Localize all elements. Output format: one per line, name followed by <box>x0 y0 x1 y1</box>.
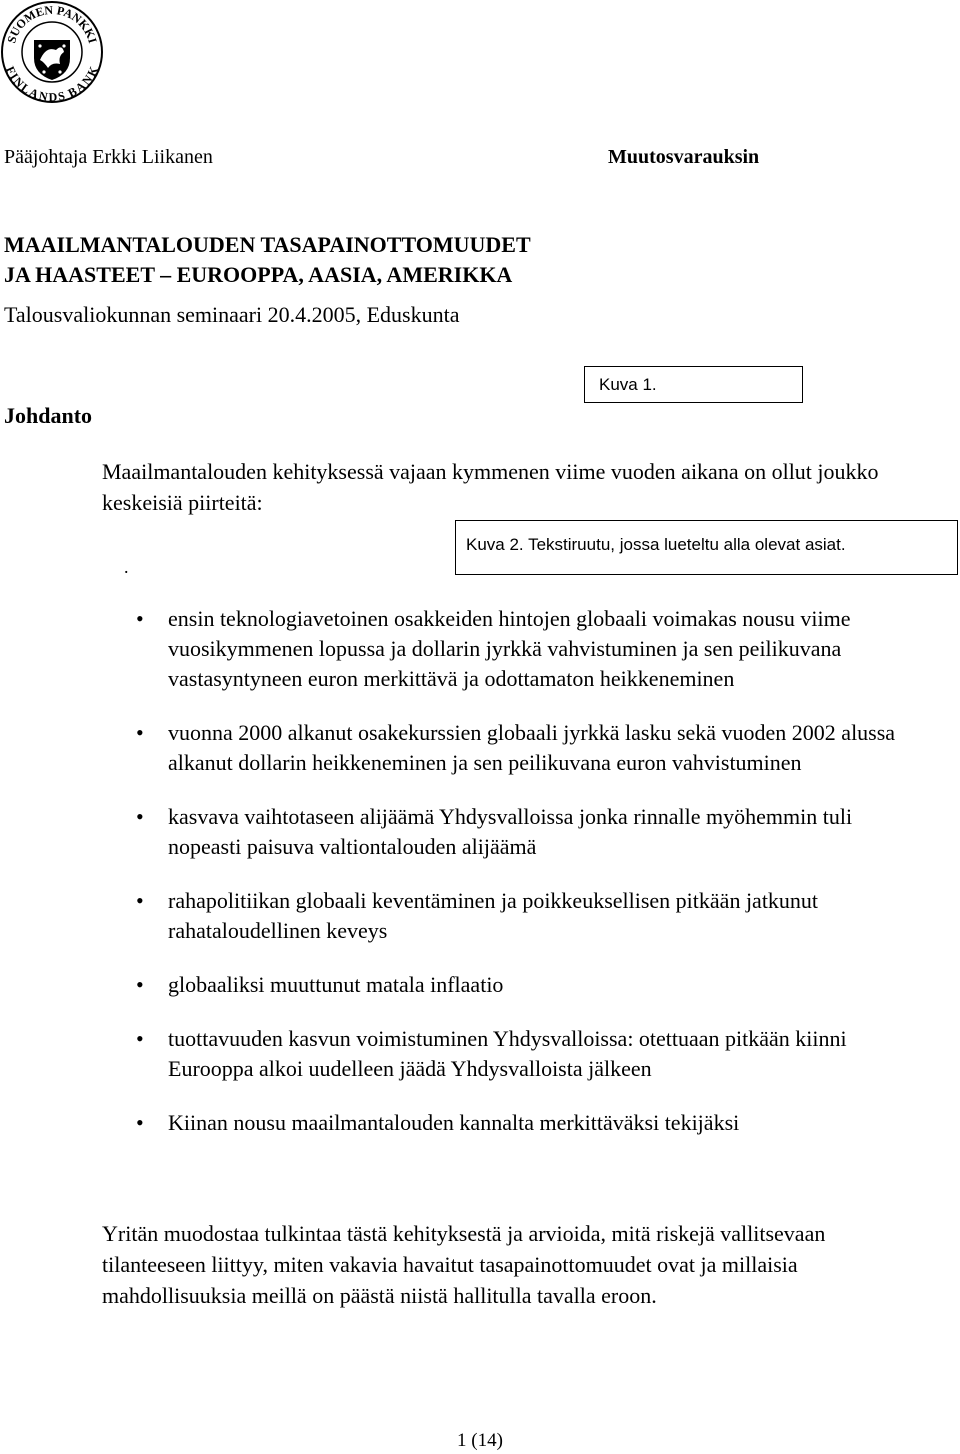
closing-paragraph: Yritän muodostaa tulkintaa tästä kehityksestä ja arvioida, mitä riskejä vallitsevaan tilanteeseen liittyy, miten vakavia havaitut tasapainottomuudet ovat ja millaisia mahdollisuuksia meillä on päästä niistä hallitulla tavalla eroon. <box>102 1221 826 1308</box>
bullet-icon: • <box>136 804 144 829</box>
list-item <box>0 604 928 694</box>
intro-paragraph: Maailmantalouden kehityksessä vajaan kymmenen viime vuoden aikana on ollut joukko keskeisiä piirteitä: <box>102 459 879 515</box>
svg-text:SUOMEN PANKKI <box>4 3 100 45</box>
bullet-icon: • <box>136 1026 144 1051</box>
list-item <box>0 1024 928 1084</box>
bullet-list <box>0 604 960 1162</box>
bullet-icon: • <box>136 720 144 745</box>
list-item-text: vuonna 2000 alkanut osakekurssien globaali jyrkkä lasku sekä vuoden 2002 alussa alkanut dollarin heikkeneminen ja sen peilikuvana euron vahvistuminen <box>168 720 896 775</box>
bullet-icon: • <box>136 888 144 913</box>
stray-dot: . <box>124 557 129 577</box>
document-title <box>4 230 531 290</box>
revision-note: Muutosvarauksin <box>608 146 760 168</box>
document-subtitle: Talousvaliokunnan seminaari 20.4.2005, Eduskunta <box>4 302 460 327</box>
list-item-text: kasvava vaihtotaseen alijäämä Yhdysvalloissa jonka rinnalle myöhemmin tuli nopeasti paisuva valtiontalouden alijäämä <box>168 804 853 859</box>
list-item-text: globaaliksi muuttunut matala inflaatio <box>168 972 504 997</box>
list-item <box>0 802 928 862</box>
list-item-text: tuottavuuden kasvun voimistuminen Yhdysvalloissa: otettuaan pitkään kiinni Eurooppa alkoi uudelleen jäädä Yhdysvalloista jälkeen <box>168 1026 847 1081</box>
figure-box-1: Kuva 1. <box>584 366 803 403</box>
bullet-icon: • <box>136 1110 144 1135</box>
bullet-icon: • <box>136 606 144 631</box>
seal-text-top: SUOMEN PANKKI <box>4 2 100 45</box>
author-line: Pääjohtaja Erkki Liikanen <box>4 146 213 168</box>
list-item <box>0 886 928 946</box>
title-line-1: MAAILMANTALOUDEN TASAPAINOTTOMUUDET <box>4 232 531 257</box>
title-line-2: JA HAASTEET – EUROOPPA, AASIA, AMERIKKA <box>4 262 513 287</box>
section-heading: Johdanto <box>4 403 93 428</box>
list-item <box>0 970 928 1000</box>
figure-box-2: Kuva 2. Tekstiruutu, jossa lueteltu alla olevat asiat. <box>455 520 958 575</box>
list-item-text: ensin teknologiavetoinen osakkeiden hintojen globaali voimakas nousu viime vuosikymmenen lopussa ja dollarin jyrkkä vahvistuminen ja sen peilikuvana vastasyntyneen euron merkittävä ja odottamaton heikkeneminen <box>168 606 851 691</box>
list-item <box>0 1108 928 1138</box>
lion-crest-icon <box>34 40 70 80</box>
list-item-text: rahapolitiikan globaali keventäminen ja poikkeuksellisen pitkään jatkunut rahataloudellinen keveys <box>168 888 819 943</box>
seal-text-bottom: FINLANDS BANK <box>3 64 101 104</box>
bank-seal-logo <box>0 0 104 104</box>
bullet-icon: • <box>136 972 144 997</box>
page-number: 1 (14) <box>457 1430 503 1451</box>
list-item <box>0 718 928 778</box>
list-item-text: Kiinan nousu maailmantalouden kannalta merkittäväksi tekijäksi <box>168 1110 740 1135</box>
